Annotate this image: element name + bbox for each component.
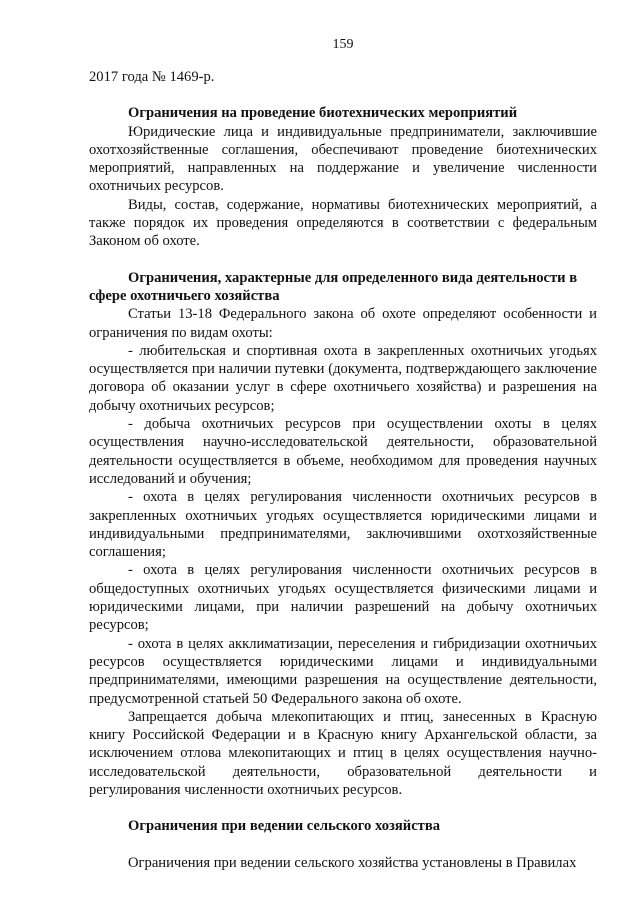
paragraph: Ограничения при ведении сельского хозяйства установлены в Правилах bbox=[128, 854, 577, 871]
list-item: - охота в целях регулирования численности охотничьих ресурсов в закрепленных охотничьих угодьях осуществляется юридическими лицами и индивидуальными предпринимателями, заключившими охотхозяйственные соглашения; bbox=[89, 489, 597, 561]
section-heading-hunting-activity: Ограничения, характерные для определенного вида деятельности в сфере охотничьего хозяйства bbox=[89, 269, 578, 304]
intro-line: 2017 года № 1469-р. bbox=[89, 69, 215, 85]
spacer bbox=[89, 251, 597, 269]
section-heading-biotechnical: Ограничения на проведение биотехнических мероприятий bbox=[128, 105, 518, 122]
page-number: 159 bbox=[332, 37, 354, 52]
paragraph: Запрещается добыча млекопитающих и птиц, занесенных в Красную книгу Российской Федерации и в Красную книгу Архангельской области, за исключением отлова млекопитающих и птиц в целях осуществления научно-исследовательской деятельности, образовательной деятельности и регулирования численности охотничьих ресурсов. bbox=[89, 708, 597, 798]
spacer bbox=[89, 836, 597, 854]
document-body bbox=[89, 68, 597, 872]
paragraph: Виды, состав, содержание, нормативы биотехнических мероприятий, а также порядок их проведения определяются в соответствии с федеральным Законом об охоте. bbox=[89, 196, 597, 250]
paragraph: Юридические лица и индивидуальные предприниматели, заключившие охотхозяйственные соглашения, обеспечивают проведение биотехнических мероприятий, направленных на поддержание и увеличение численности охотничьих ресурсов. bbox=[89, 123, 597, 195]
spacer bbox=[89, 799, 597, 817]
list-item: - охота в целях акклиматизации, переселения и гибридизации охотничьих ресурсов осуществляется юридическими лицами и индивидуальными предпринимателями, имеющими разрешения на осуществление деятельности, предусмотренной статьей 50 Федерального закона об охоте. bbox=[89, 635, 597, 707]
list-item: - любительская и спортивная охота в закрепленных охотничьих угодьях осуществляется при наличии путевки (документа, подтверждающего заключение договора об оказании услуг в сфере охотничьего хозяйства) и разрешения на добычу охотничьих ресурсов; bbox=[89, 342, 597, 414]
spacer bbox=[89, 86, 597, 104]
section-heading-agriculture: Ограничения при ведении сельского хозяйства bbox=[128, 818, 441, 835]
list-item: - охота в целях регулирования численности охотничьих ресурсов в общедоступных охотничьих угодьях осуществляется физическими лицами и юридическими лицами, при наличии разрешений на добычу охотничьих ресурсов; bbox=[89, 562, 597, 634]
list-item: - добыча охотничьих ресурсов при осуществлении охоты в целях осуществления научно-исследовательской деятельности, образовательной деятельности осуществляется в объеме, необходимом для проведения научных исследований и обучения; bbox=[89, 416, 597, 487]
paragraph: Статьи 13-18 Федерального закона об охоте определяют особенности и ограничения по видам охоты: bbox=[89, 306, 597, 341]
